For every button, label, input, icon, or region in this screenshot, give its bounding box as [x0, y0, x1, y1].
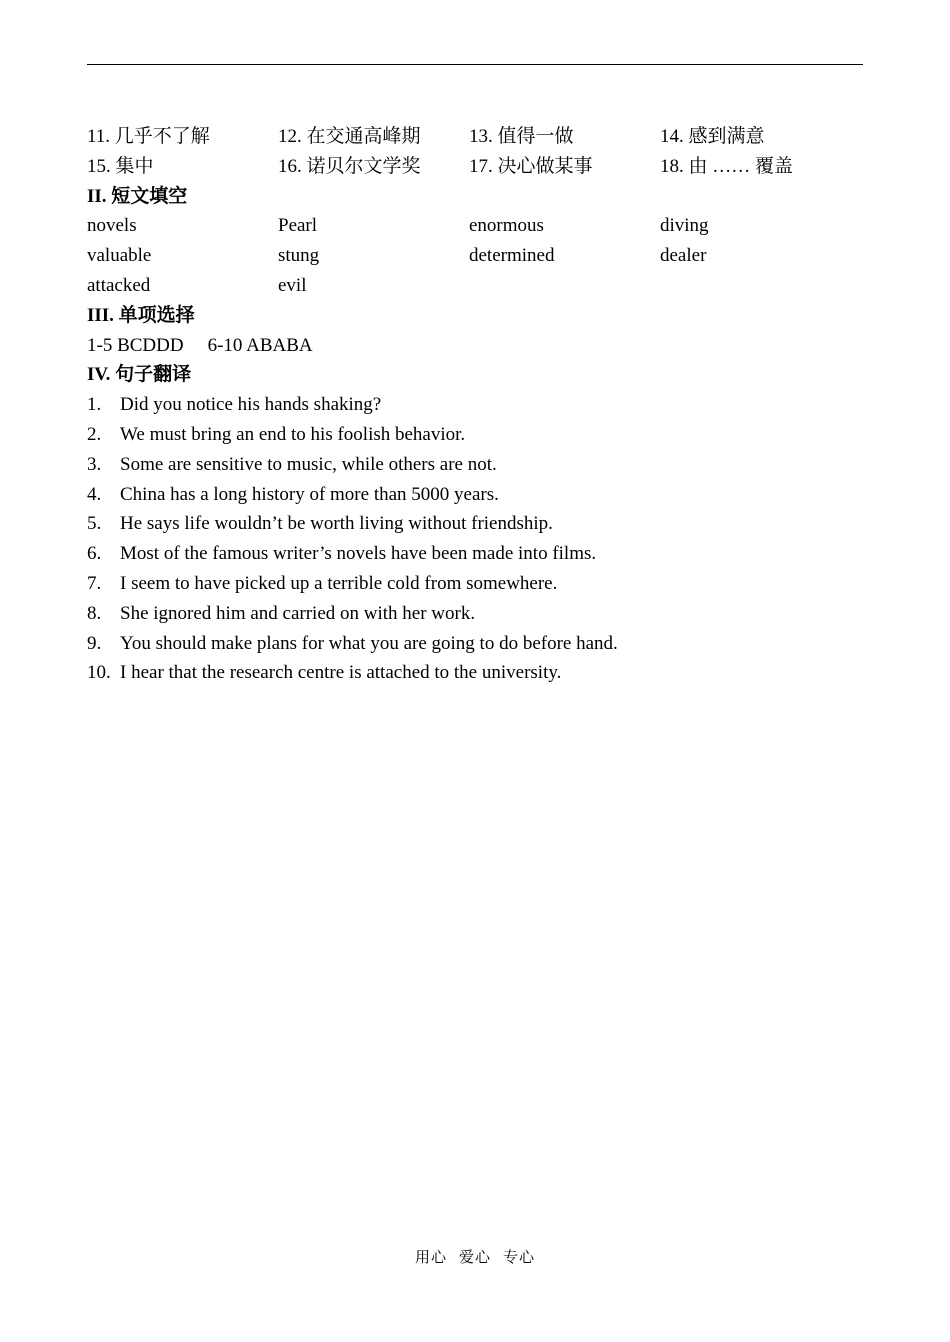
- word-row: [87, 211, 863, 241]
- translation-item: [87, 658, 863, 688]
- translation-item: [87, 629, 863, 659]
- section-heading-multiple-choice: III. 单项选择: [87, 304, 195, 326]
- word-answer: [469, 271, 660, 301]
- item-text: Some are sensitive to music, while others are not.: [120, 453, 497, 475]
- word-answer: evil: [278, 274, 307, 296]
- word-answer: valuable: [87, 245, 152, 267]
- vocab-item: 18. 由 …… 覆盖: [660, 155, 794, 177]
- translation-item: [87, 390, 863, 420]
- word-row: [87, 241, 863, 271]
- section-heading-fill-in: II. 短文填空: [87, 185, 188, 207]
- vocab-item: 11. 几乎不了解: [87, 126, 210, 147]
- word-answer: [660, 271, 851, 301]
- item-text: China has a long history of more than 5000 years.: [120, 483, 499, 505]
- word-answer: diving: [660, 215, 709, 237]
- item-text: Did you notice his hands shaking?: [120, 394, 382, 416]
- vocab-item: 16. 诺贝尔文学奖: [278, 155, 421, 177]
- item-number: 1.: [87, 394, 102, 416]
- item-number: 3.: [87, 453, 102, 475]
- header-rule: [87, 64, 863, 65]
- item-text: Most of the famous writer’s novels have been made into films.: [120, 543, 597, 565]
- choice-answer-group: 1-5 BCDDD: [87, 334, 184, 356]
- vocab-item: 15. 集中: [87, 155, 154, 177]
- section-heading-translation: IV. 句子翻译: [87, 364, 192, 386]
- footer-motto: 爱心: [458, 1248, 491, 1266]
- item-number: 4.: [87, 483, 102, 505]
- answer-key: [87, 122, 863, 688]
- item-text: We must bring an end to his foolish behavior.: [120, 423, 466, 445]
- item-number: 5.: [87, 513, 102, 535]
- footer-motto: 专心: [503, 1248, 536, 1266]
- vocab-row: [87, 152, 863, 182]
- translation-item: [87, 599, 863, 629]
- translation-item: [87, 450, 863, 480]
- word-answer: attacked: [87, 274, 151, 296]
- item-text: You should make plans for what you are going to do before hand.: [120, 632, 618, 654]
- word-answer: stung: [278, 245, 320, 267]
- translation-item: [87, 539, 863, 569]
- translation-item: [87, 509, 863, 539]
- footer-motto: 用心: [414, 1248, 447, 1266]
- vocab-row: [87, 122, 863, 152]
- word-row: [87, 271, 863, 301]
- item-number: 8.: [87, 602, 102, 624]
- choice-answer-group: 6-10 ABABA: [207, 334, 313, 356]
- item-number: 6.: [87, 543, 102, 565]
- word-answer: Pearl: [278, 215, 318, 237]
- item-text: He says life wouldn’t be worth living without friendship.: [120, 513, 553, 535]
- vocab-item: 17. 决心做某事: [469, 155, 593, 177]
- item-number: 10.: [87, 662, 111, 684]
- translation-item: [87, 569, 863, 599]
- translation-item: [87, 480, 863, 510]
- item-number: 2.: [87, 423, 102, 445]
- vocab-item: 14. 感到满意: [660, 126, 765, 147]
- vocab-item: 12. 在交通高峰期: [278, 126, 421, 147]
- word-answer: dealer: [660, 245, 707, 267]
- page-footer: [0, 1246, 950, 1267]
- word-answer: determined: [469, 245, 555, 267]
- item-text: I seem to have picked up a terrible cold from somewhere.: [120, 572, 558, 594]
- item-text: I hear that the research centre is attached to the university.: [120, 662, 562, 684]
- item-number: 9.: [87, 632, 102, 654]
- word-answer: enormous: [469, 215, 544, 237]
- item-text: She ignored him and carried on with her work.: [120, 602, 476, 624]
- vocab-item: 13. 值得一做: [469, 126, 574, 147]
- translation-item: [87, 420, 863, 450]
- item-number: 7.: [87, 572, 102, 594]
- choice-answers: [87, 331, 863, 361]
- word-answer: novels: [87, 215, 137, 237]
